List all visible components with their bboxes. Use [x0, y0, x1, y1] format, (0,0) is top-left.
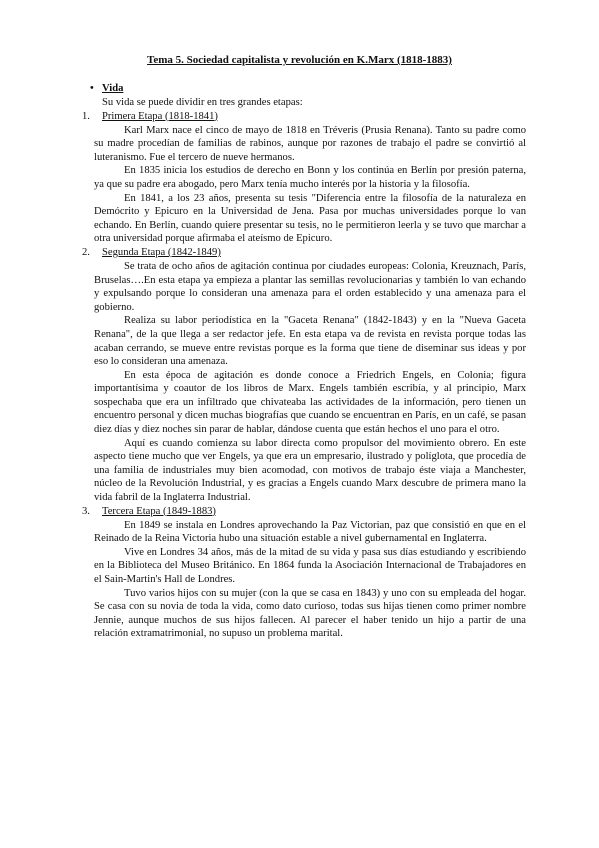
paragraph: Realiza su labor periodística en la "Gaceta Renana" (1842-1843) y en la "Nueva Gaceta Renana", de la que llega a ser redactor jefe. En esta etapa va de revista en revista porque todas las acaban cerrando, se mueve entre revistas porque es la forma que tiene de diseminar sus ideas y por eso lo consideran una amenaza.: [94, 315, 526, 368]
stage-label: Primera Etapa (1818-1841): [102, 110, 218, 122]
stage-heading-2: [82, 246, 526, 260]
stage-number: 1.: [82, 110, 90, 122]
paragraph: Tuvo varios hijos con su mujer (con la que se casa en 1843) y uno con su empleada del hogar. Se casa con su novia de toda la vida, como dato curioso, todas sus hijas tienen como primer nombre Jennie, aunque muchos de sus hijos fallecen. Al parecer el haber tenido un hijo a partir de una relación extramatrimonial, no supuso un problema marital.: [94, 587, 526, 640]
stage-heading-1: [82, 110, 526, 124]
stage-number: 2.: [82, 246, 90, 258]
paragraph: En 1841, a los 23 años, presenta su tesis "Diferencia entre la filosofía de la naturaleza en Demócrito y Epicuro en la Universidad de Jena. Pasa por muchas universidades porque lo van echando. En Berlín, cuando quiere presentar su tesis, no le permitieron leerla y se tuvo que marchar a otra universidad porque afirmaba el ateísmo de Epicuro.: [94, 192, 526, 245]
section-label: Vida: [102, 83, 124, 94]
section-intro: Su vida se puede dividir en tres grandes etapas:: [102, 97, 303, 108]
stage-label: Segunda Etapa (1842-1849): [102, 246, 221, 258]
document-title: Tema 5. Sociedad capitalista y revolución en K.Marx (1818-1883): [147, 54, 452, 66]
paragraph: En 1835 inicia los estudios de derecho en Bonn y los continúa en Berlín por presión paterna, ya que su padre era abogado, pero Marx tenía mucho interés por la historia y la filosofía.: [94, 165, 526, 190]
bullet-icon: •: [90, 83, 94, 94]
paragraph: Se trata de ocho años de agitación continua por ciudades europeas: Colonia, Kreuznach, París, Bruselas….En esta etapa ya empieza a plantar las semillas revolucionarias y también lo van echando y expulsando porque lo consideran una amenaza para el orden establecido y una amenaza para el gobierno.: [94, 260, 526, 313]
paragraph: Aquí es cuando comienza su labor directa como propulsor del movimiento obrero. En este aspecto tiene mucho que ver Engels, ya que era un empresario, ilustrado y políglota, que procedía de una familia de industriales muy bien acomodad, con motivos de trabajo éste viaja a Manchester, núcleo de la Revolución Industrial, y es gracias a Engels cuando Marx descubre de primera mano la vida fabril de la Inglaterra Industrial.: [94, 437, 526, 504]
paragraph: En esta época de agitación es donde conoce a Friedrich Engels, en Colonia; figura importantísima y coautor de los libros de Marx. Engels también escribía, y al principio, Marx sospechaba que era un infiltrado que chivateaba las actividades de la información, pero tienen un encuentro personal y dicen muchas biografías que cuando se encuentran en París, en un café, se pasan diez días y diez noches sin parar de hablar, dándose cuenta que están hechos el uno para el otro.: [94, 369, 526, 436]
stage-number: 3.: [82, 505, 90, 517]
section-heading: [90, 82, 526, 96]
stage-heading-3: [82, 505, 526, 519]
document-body: [82, 82, 526, 641]
paragraph: En 1849 se instala en Londres aprovechando la Paz Victorian, paz que consistió en que en el Reinado de la Reina Victoria hubo una situación estable a nivel gubernamental en Inglaterra.: [94, 519, 526, 545]
paragraph: Karl Marx nace el cinco de mayo de 1818 en Tréveris (Prusia Renana). Tanto su padre como su madre procedían de familias de rabinos, aunque por razones de trabajo el padre se convirtió al luteranismo. Fue el tercero de nueve hermanos.: [94, 124, 526, 163]
paragraph: Vive en Londres 34 años, más de la mitad de su vida y pasa sus días estudiando y escribiendo en la Biblioteca del Museo Británico. En 1864 funda la Asociación Internacional de Trabajadores en el Sain-Martin's Hall de Londres.: [94, 546, 526, 585]
stage-label: Tercera Etapa (1849-1883): [102, 505, 216, 517]
